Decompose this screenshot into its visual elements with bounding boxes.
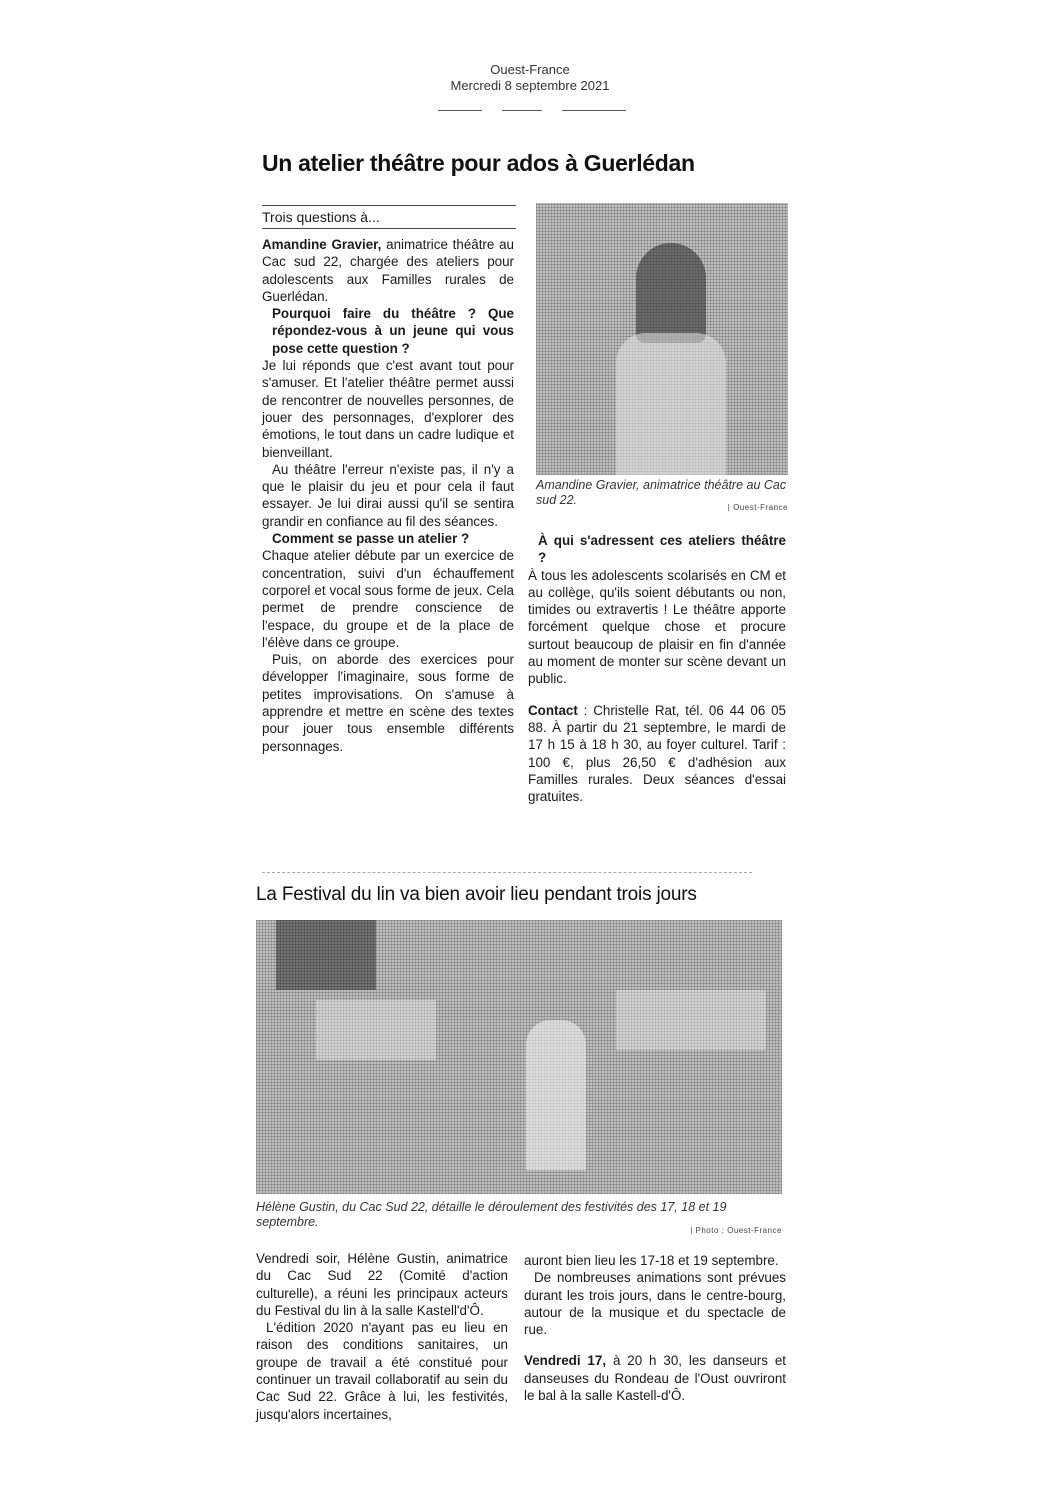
answer-2-paragraph: Puis, on aborde des exercices pour développer l'imaginaire, sous forme de petites improvisations. On s'amuse à apprendre et mettre en scène des textes pour jouer tous ensemble différents personnages. [262, 652, 514, 754]
masthead [420, 62, 640, 94]
article1-title: Un atelier théâtre pour ados à Guerlédan [262, 150, 695, 176]
article2-paragraph: Vendredi soir, Hélène Gustin, animatrice du Cac Sud 22 (Comité d'action culturelle), a réuni les principaux acteurs du Festival du lin à la salle Kastell'd'Ô. [256, 1251, 508, 1318]
masthead-rule [438, 110, 482, 111]
photo-dark-area [276, 920, 376, 990]
contact-text: : Christelle Rat, tél. 06 44 06 05 88. À partir du 21 septembre, le mardi de 17 h 15 à 18 h 30, au foyer culturel. Tarif : 100 €, plus 26,50 € d'adhésion aux Familles rurales. Deux séances d'essai gratuites. [528, 702, 786, 805]
photo-table [316, 1000, 436, 1060]
contact-label: Contact [528, 702, 578, 718]
newspaper-name: Ouest-France [490, 62, 570, 77]
article2-photo [256, 920, 782, 1194]
article1-photo-caption: Amandine Gravier, animatrice théâtre au Cac sud 22. [536, 478, 787, 507]
photo-person-silhouette [526, 1020, 586, 1170]
event-detail: à 20 h 30, les danseurs et danseuses du Rondeau de l'Oust ouvriront le bal à la salle Kastell-d'Ô. [524, 1353, 786, 1404]
article2-photo-caption: Hélène Gustin, du Cac Sud 22, détaille le déroulement des festivités des 17, 18 et 19 septembre. [256, 1200, 727, 1229]
article1-photo-credit: | Ouest-France [727, 503, 788, 512]
photo-table [616, 990, 766, 1050]
question-1: Pourquoi faire du théâtre ? Que répondez-vous à un jeune qui vous pose cette question ? [272, 306, 514, 356]
masthead-rule [502, 110, 542, 111]
article2-paragraph: De nombreuses animations sont prévues durant les trois jours, dans le centre-bourg, autour de la musique et du spectacle de rue. [524, 1270, 786, 1338]
article2-paragraph: auront bien lieu les 17-18 et 19 septembre. [524, 1253, 779, 1268]
article2-right-column [524, 1252, 786, 1404]
photo-subject-silhouette [636, 243, 706, 343]
publication-date: Mercredi 8 septembre 2021 [450, 78, 610, 93]
article1-photo [536, 203, 788, 475]
answer-1-paragraph: Je lui réponds que c'est avant tout pour s'amuser. Et l'atelier théâtre permet aussi de rencontrer de nouvelles personnes, de jouer des personnages, d'explorer des émotions, le tout dans un cadre ludique et bienveillant. [262, 358, 514, 460]
photo-subject-body [616, 333, 726, 475]
answer-3: À tous les adolescents scolarisés en CM et au collège, qu'ils soient débutants ou non, timides ou extravertis ! Le théâtre apporte forcément quelque chose et procure surtout beaucoup de plaisir en fin d'année au moment de monter sur scène devant un public. [528, 567, 786, 687]
article-separator [262, 872, 752, 873]
article1-kicker: Trois questions à... [262, 205, 516, 229]
interviewee-intro: animatrice théâtre au Cac sud 22, chargée des ateliers pour adolescents aux Familles rurales de Guerlédan. [262, 237, 514, 304]
article2-photo-credit: | Photo : Ouest-France [690, 1226, 782, 1235]
article1-right-column [528, 532, 786, 805]
article1-left-column [262, 236, 514, 755]
question-2: Comment se passe un atelier ? [272, 531, 470, 547]
event-day: Vendredi 17, [524, 1353, 607, 1369]
interviewee-name: Amandine Gravier, [262, 237, 382, 252]
article2-left-column [256, 1250, 508, 1423]
masthead-rule [562, 110, 626, 111]
answer-1-paragraph: Au théâtre l'erreur n'existe pas, il n'y a que le plaisir du jeu et pour cela il faut essayer. Je lui dirai aussi qu'il se sentira grandir en confiance au fil des séances. [262, 461, 514, 529]
answer-2-paragraph: Chaque atelier débute par un exercice de concentration, suivi d'un échauffement corporel et vocal sous forme de jeux. Cela permet de prendre conscience de l'espace, du groupe et de la place de l'élève dans ce groupe. [262, 548, 514, 650]
question-3: À qui s'adressent ces ateliers théâtre ? [538, 533, 786, 566]
article2-title: La Festival du lin va bien avoir lieu pendant trois jours [256, 884, 697, 905]
article2-paragraph: L'édition 2020 n'ayant pas eu lieu en raison des conditions sanitaires, un groupe de travail a été constitué pour continuer un travail collaboratif au sein du Cac Sud 22. Grâce à lui, les festivités, jusqu'alors incertaines, [256, 1320, 508, 1422]
